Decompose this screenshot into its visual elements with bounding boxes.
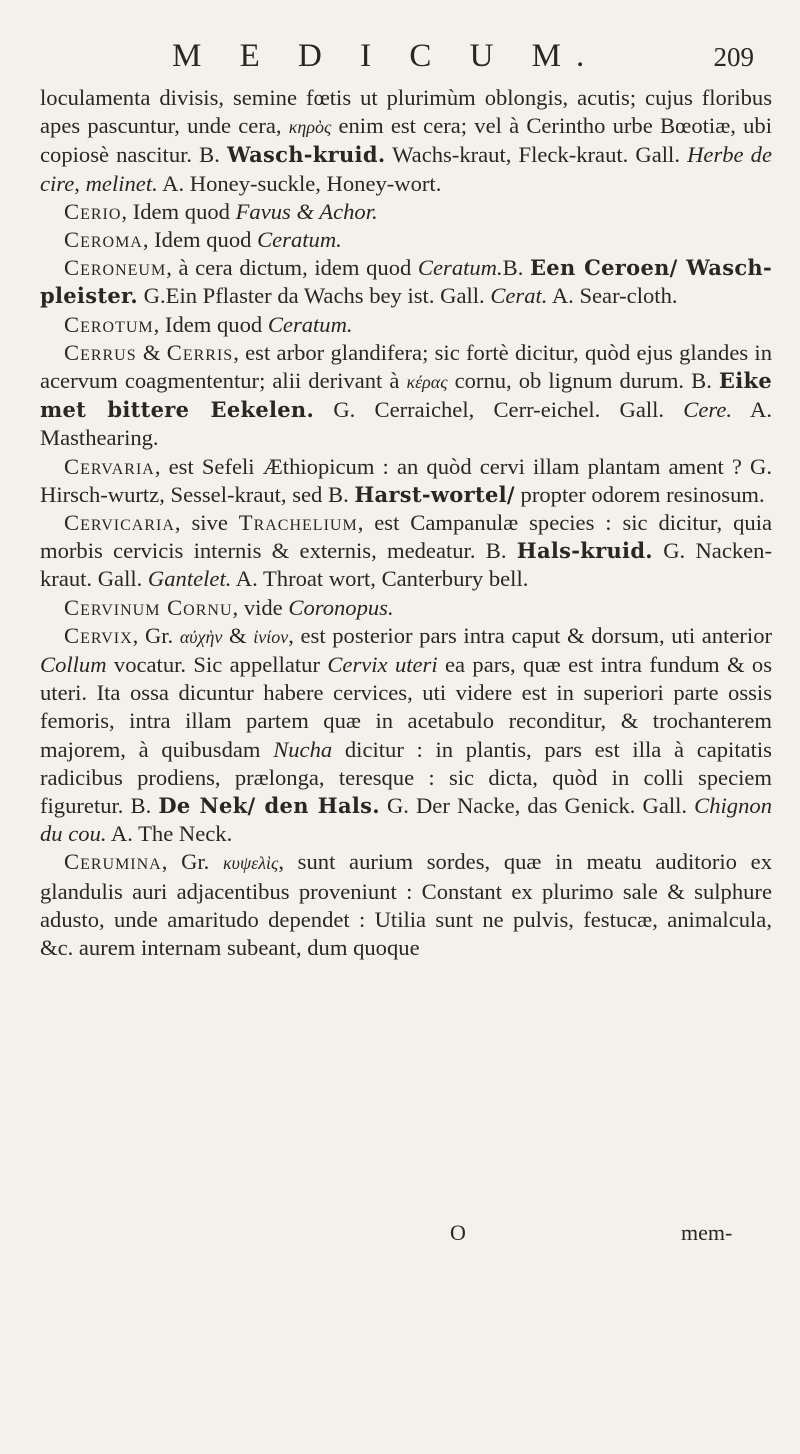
greek-text: κέρας xyxy=(406,372,448,393)
entry-text: G. Der Nacke, das Genick. Gall. xyxy=(379,793,695,819)
entry-text: B. xyxy=(502,255,530,281)
entry-text: , Idem quod xyxy=(142,227,258,253)
blackletter-text: Hals-kruid. xyxy=(516,538,653,564)
dictionary-entry xyxy=(40,453,772,509)
italic-text: Cervix uteri xyxy=(327,652,438,678)
blackletter-text: Eike met bittere Eekelen. xyxy=(40,368,772,423)
entry-text: G.Ein Pflaster da Wachs bey ist. Gall. xyxy=(138,283,491,309)
entry-text: cornu, ob lignum durum. B. xyxy=(447,368,719,394)
entry-text: enim est cera; vel à Cerintho urbe Bœotiæ, ubi copiosè nascitur. B. xyxy=(40,113,772,168)
headword: Cervix xyxy=(64,622,133,648)
entry-text: G. Nacken-kraut. Gall. xyxy=(40,538,773,592)
dictionary-entry xyxy=(40,594,772,622)
italic-text: Cere. xyxy=(683,397,733,423)
running-head xyxy=(40,38,772,84)
italic-text: Herbe de cire xyxy=(40,142,772,196)
italic-text: melinet. xyxy=(85,170,158,196)
dictionary-entry xyxy=(40,622,772,849)
catchword: mem- xyxy=(681,1220,733,1245)
dictionary-entry xyxy=(40,254,772,310)
blackletter-text: Harst-wortel/ xyxy=(354,481,515,507)
page-number: 209 xyxy=(713,42,754,72)
headword: Cervaria xyxy=(64,453,155,479)
entry-text: & xyxy=(222,622,254,648)
italic-text: Ceratum. xyxy=(417,255,503,281)
italic-text: Nucha xyxy=(273,736,333,762)
dictionary-entry xyxy=(40,84,772,198)
entry-text: , Gr. xyxy=(161,849,224,875)
blackletter-text: De Nek/ den Hals. xyxy=(158,793,380,819)
headword: Ceroneum xyxy=(64,255,167,281)
entry-text: G. Cerraichel, Cerr-eichel. Gall. xyxy=(314,397,684,423)
headword: Cerotum xyxy=(64,311,154,337)
entry-text: A. Sear-cloth. xyxy=(547,283,678,309)
italic-text: Ceratum. xyxy=(267,311,353,337)
signature-mark: O xyxy=(450,1220,466,1245)
headword: Cervinum Cornu xyxy=(64,594,233,620)
headword: Ceroma xyxy=(64,227,143,253)
entry-text: , vide xyxy=(232,594,289,620)
entry-text: , Idem quod xyxy=(121,198,236,224)
entry-text: , est posterior pars intra caput & dorsum, uti anterior xyxy=(288,622,773,648)
entry-text: vocatur. Sic appellatur xyxy=(106,652,328,678)
entry-text: , sunt aurium sordes, quæ in meatu auditorio ex glandulis auri adjacentibus proveniunt : Constant ex plurimo sale & sulphure adusto, unde amaritudo dependet : Utilia sunt ne pulvis, festucæ, animalcula, &c. aurem internam subeant, dum quoque xyxy=(40,849,773,961)
entry-text: A. Throat wort, Canterbury bell. xyxy=(231,566,529,592)
dictionary-entry xyxy=(40,226,772,254)
entry-text: , Idem quod xyxy=(153,311,268,337)
italic-text: Ceratum. xyxy=(257,227,342,253)
greek-text: κηρὸς xyxy=(288,117,332,138)
italic-text: Collum xyxy=(40,652,107,678)
entry-text: & xyxy=(136,339,167,365)
entry-text: , est Sefeli Æthiopicum : an quòd cervi illam plantam ament ? G. Hirsch-wurtz, Sessel-kraut, sed B. xyxy=(40,453,772,507)
headword: Cerumina xyxy=(64,849,162,875)
entry-text: , est arbor glandifera; sic fortè dicitur, quòd ejus glandes in acervum coagmententur; alii derivant à xyxy=(40,339,772,394)
dictionary-entry xyxy=(40,311,772,339)
dictionary-entry xyxy=(40,509,772,594)
headword: Cerrus xyxy=(64,339,137,365)
entry-text: ea pars, quæ est intra fundum & os uteri. Ita ossa dicuntur habere cervices, uti videre est in superiori parte ossis femoris, intra illam partem quæ in acetabulo reconditur, & trochanterem majorem, à quibusdam xyxy=(40,652,772,762)
headword: Cervicaria xyxy=(64,510,175,536)
dictionary-entry xyxy=(40,198,772,226)
italic-text: Chignon du cou. xyxy=(40,793,772,847)
entry-text: A. The Neck. xyxy=(106,821,233,847)
dictionary-text xyxy=(40,84,772,962)
dictionary-entry xyxy=(40,848,772,962)
entry-text: Wachs-kraut, Fleck-kraut. Gall. xyxy=(385,142,688,168)
entry-text: , à cera dictum, idem quod xyxy=(166,255,418,281)
entry-text: propter odorem resinosum. xyxy=(514,481,765,507)
blackletter-text: Wasch-kruid. xyxy=(227,142,386,168)
greek-text: κυψελὶς xyxy=(223,853,279,874)
running-title: M E D I C U M. xyxy=(172,38,600,74)
entry-text: , sive xyxy=(174,510,239,536)
entry-text: dicitur : in plantis, pars est illa à capitatis radicibus prodiens, prælonga, teresque : sic dicta, quòd in colli speciem figuretur. B. xyxy=(40,736,772,819)
entry-text: , est Campanulæ species : sic dicitur, quia morbis cervicis internis & externis, medeatur. B. xyxy=(40,510,773,564)
headword: Cerris xyxy=(166,339,234,365)
entry-text: A. Honey-suckle, Honey-wort. xyxy=(157,170,442,196)
dictionary-entry xyxy=(40,339,772,453)
italic-text: Favus & Achor. xyxy=(235,198,378,224)
entry-text: , Gr. xyxy=(132,622,180,648)
greek-text: αὐχὴν xyxy=(179,626,223,647)
entry-text: loculamenta divisis, semine fœtis ut plurimùm oblongis, acutis; cujus floribus apes pascuntur, unde cera, xyxy=(40,85,772,139)
page-footer xyxy=(0,1220,800,1250)
headword: Cerio xyxy=(64,198,122,224)
entry-text: A. Masthearing. xyxy=(40,397,772,451)
italic-text: Coronopus. xyxy=(288,594,394,620)
greek-text: ἰνίον xyxy=(253,626,289,647)
italic-text: Gantelet. xyxy=(147,566,232,592)
headword: Trachelium xyxy=(238,510,358,536)
entry-text: , xyxy=(74,170,86,196)
blackletter-text: Een Ceroen/ Wasch-pleister. xyxy=(40,255,772,309)
italic-text: Cerat. xyxy=(490,283,548,309)
